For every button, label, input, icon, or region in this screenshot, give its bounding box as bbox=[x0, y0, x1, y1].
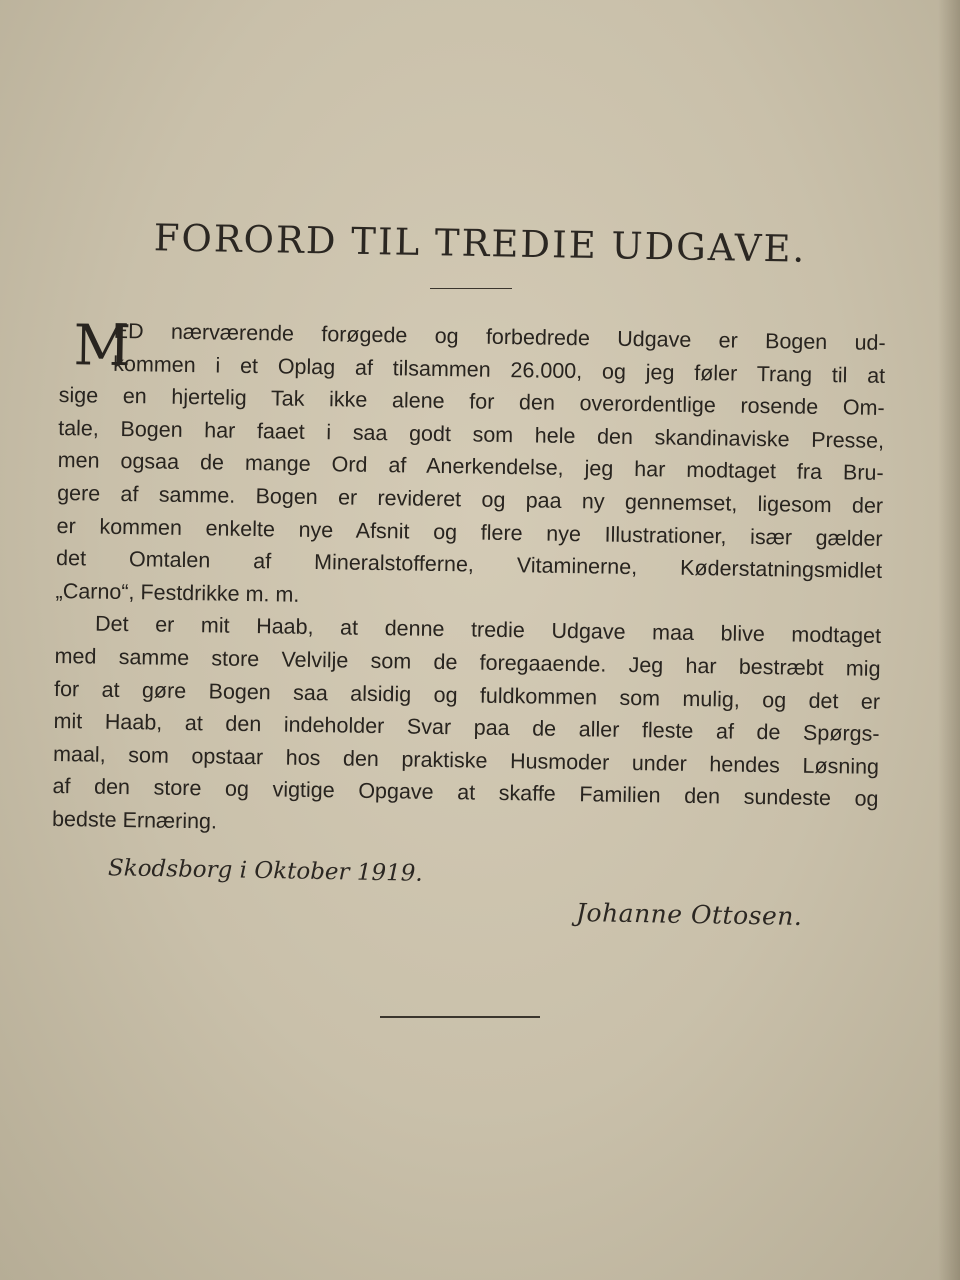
paragraph-2-line: mit Haab, at den indeholder Svar paa de aller fleste af de Spørgs- bbox=[53, 709, 880, 747]
paragraph-2-line: Det er mit Haab, at denne tredie Udgave maa blive modtaget bbox=[94, 611, 882, 649]
paragraph-1-line: tale, Bogen har faaet i saa godt som hele den skandinaviske Presse, bbox=[58, 415, 885, 453]
closing-divider bbox=[380, 1016, 540, 1018]
paragraph-2-line: bedste Ernæring. bbox=[51, 806, 218, 834]
preface-body bbox=[52, 314, 886, 848]
place-and-date: Skodsborg i Oktober 1919. bbox=[107, 855, 423, 887]
paragraph-1-line: kommen i et Oplag af tilsammen 26.000, og jeg føler Trang til at bbox=[113, 351, 886, 388]
page-title: FORORD TIL TREDIE UDGAVE. bbox=[153, 216, 807, 271]
paragraph-1-line: sige en hjertelig Tak ikke alene for den overordentlige rosende Om- bbox=[58, 383, 885, 421]
drop-cap: M bbox=[72, 313, 132, 380]
paragraph-1-line: men ogsaa de mange Ord af Anerkendelse, jeg har modtaget fra Bru- bbox=[57, 448, 884, 486]
paragraph-1-line: det Omtalen af Mineralstofferne, Vitaminerne, Køderstatningsmidlet bbox=[55, 546, 883, 584]
paragraph-1-line: gere af samme. Bogen er revideret og paa ny gennemset, ligesom der bbox=[57, 480, 884, 518]
paragraph-1-line: „Carno“, Festdrikke m. m. bbox=[55, 578, 300, 607]
paragraph-1-line: ED nærværende forøgede og forbedrede Udgave er Bogen ud- bbox=[113, 318, 886, 355]
paragraph-2-line: maal, som opstaar hos den praktiske Husmoder under hendes Løsning bbox=[52, 741, 880, 779]
author-signature: Johanne Ottosen. bbox=[575, 898, 803, 931]
paragraph-2-line: for at gøre Bogen saa alsidig og fuldkommen som mulig, og det er bbox=[53, 676, 881, 714]
paragraph-2-line: med samme store Velvilje som de foregaaende. Jeg har bestræbt mig bbox=[54, 643, 881, 681]
paragraph-1-line: er kommen enkelte nye Afsnit og flere nye Illustrationer, især gælder bbox=[56, 513, 883, 551]
paragraph-2-line: af den store og vigtige Opgave at skaffe Familien den sundeste og bbox=[52, 774, 879, 812]
title-divider bbox=[430, 288, 512, 289]
